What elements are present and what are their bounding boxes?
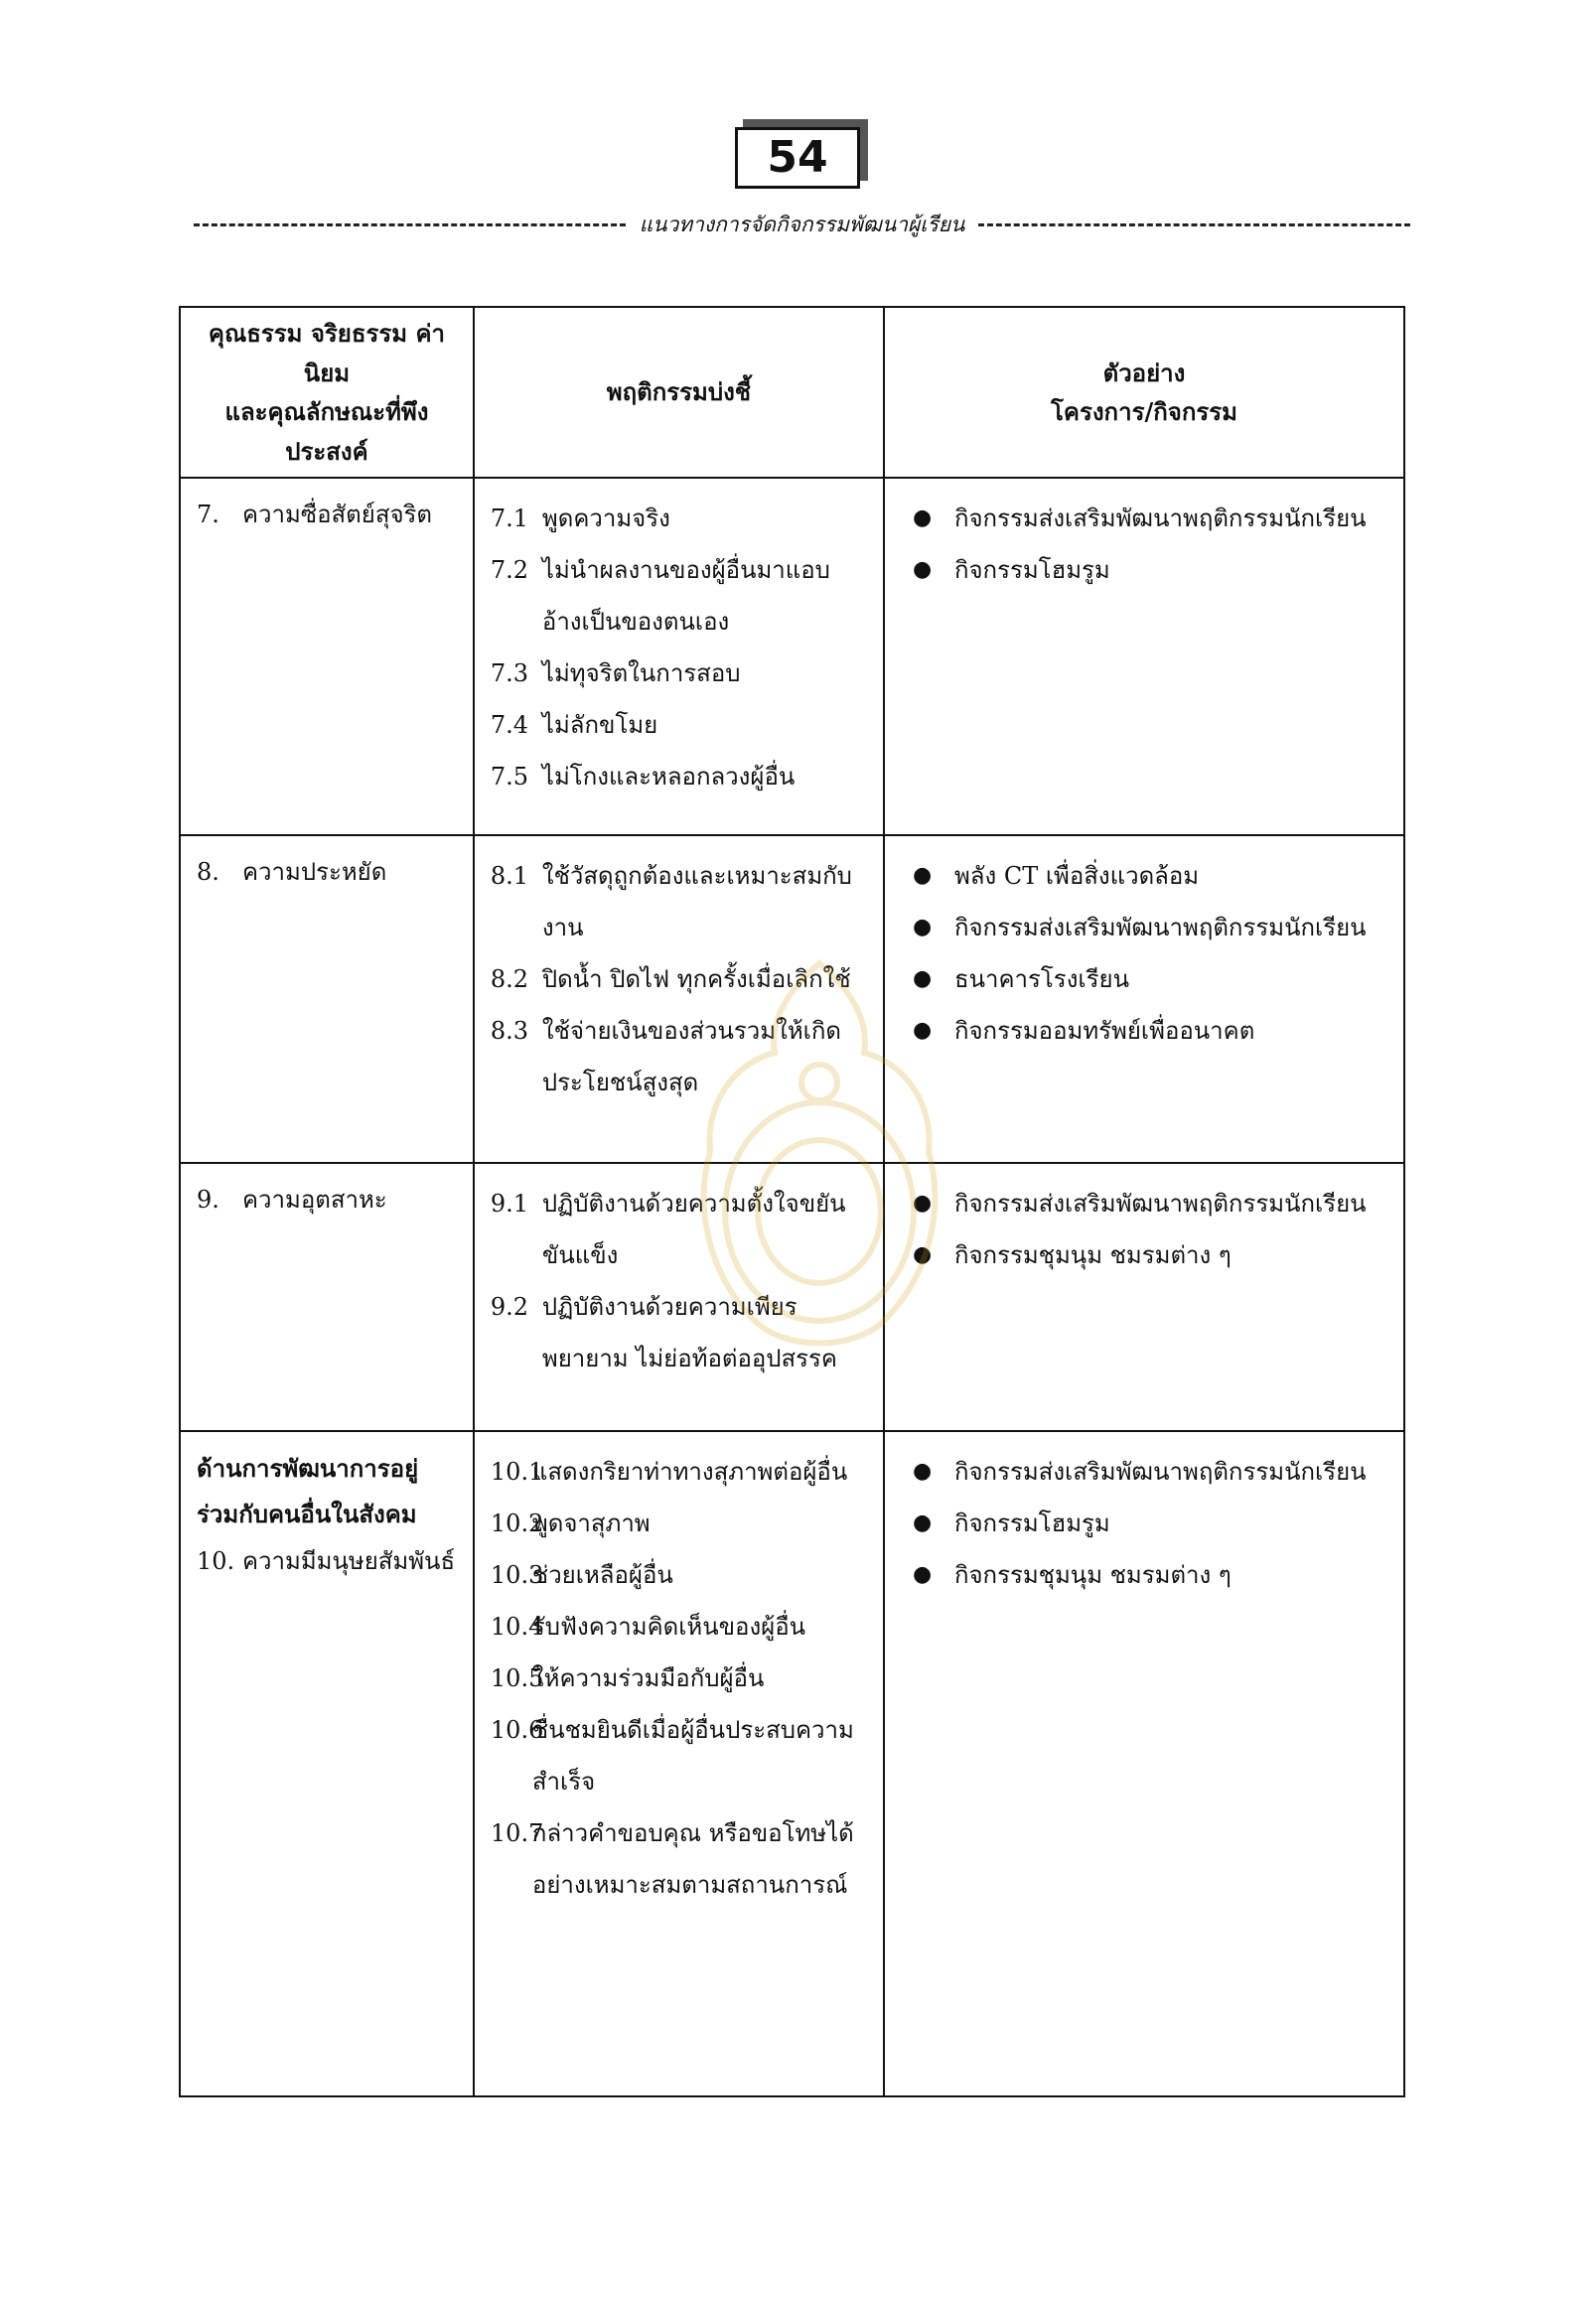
- virtue-name: ความมีมนุษยสัมพันธ์: [242, 1546, 456, 1575]
- header-virtue-line1: คุณธรรม จริยธรรม ค่านิยม: [208, 319, 445, 387]
- list-item: [909, 544, 1387, 596]
- group-title: ด้านการพัฒนาการอยู่ร่วมกับคนอื่นในสังคม: [197, 1454, 419, 1528]
- virtue-number: 10.: [197, 1546, 235, 1575]
- indicator-text: ไม่ลักขโมย: [541, 711, 658, 740]
- indicator-text: รับฟังความคิดเห็นของผู้อื่น: [531, 1613, 806, 1642]
- indicator-code: 10.4: [490, 1613, 544, 1642]
- bullet-icon: ●: [912, 1018, 933, 1044]
- virtue-title: [197, 1178, 457, 1223]
- indicator-text: ไม่โกงและหลอกลวงผู้อื่น: [541, 763, 796, 792]
- example-cell: [884, 835, 1404, 1163]
- indicator-text: กล่าวคำขอบคุณ หรือขอโทษได้อย่างเหมาะสมตามสถานการณ์: [531, 1819, 854, 1900]
- indicator-text: ปิดน้ำ ปิดไฟ ทุกครั้งเมื่อเลิกใช้: [541, 965, 851, 994]
- bullet-icon: ●: [912, 505, 933, 531]
- header-dash-right: [978, 223, 1410, 226]
- indicator-text: ไม่ทุจริตในการสอบ: [541, 659, 741, 688]
- indicator-code: 7.5: [490, 763, 529, 792]
- indicator-cell: [474, 478, 884, 835]
- list-item: [909, 1549, 1387, 1601]
- indicator-cell: [474, 1163, 884, 1431]
- bullet-icon: ●: [912, 1242, 933, 1268]
- indicator-code: 8.3: [490, 1017, 529, 1046]
- header-dash-left: [194, 223, 626, 226]
- example-text: พลัง CT เพื่อสิ่งแวดล้อม: [953, 862, 1200, 891]
- example-text: กิจกรรมโฮมรูม: [953, 556, 1110, 585]
- indicator-code: 10.5: [490, 1664, 544, 1693]
- example-text: กิจกรรมส่งเสริมพัฒนาพฤติกรรมนักเรียน: [953, 1190, 1367, 1219]
- list-item: [491, 544, 867, 648]
- indicator-list: [491, 850, 867, 1108]
- indicator-code: 7.4: [490, 711, 529, 740]
- indicator-text: ชื่นชมยินดีเมื่อผู้อื่นประสบความสำเร็จ: [531, 1716, 854, 1797]
- indicator-code: 10.1: [490, 1458, 544, 1487]
- list-item: [491, 751, 867, 802]
- virtue-title: [197, 850, 457, 896]
- indicator-code: 10.6: [490, 1716, 544, 1745]
- example-text: กิจกรรมส่งเสริมพัฒนาพฤติกรรมนักเรียน: [953, 914, 1367, 942]
- indicator-code: 9.2: [490, 1293, 529, 1322]
- indicator-text: ให้ความร่วมมือกับผู้อื่น: [531, 1664, 765, 1693]
- virtue-cell: [180, 1163, 474, 1431]
- example-text: กิจกรรมส่งเสริมพัฒนาพฤติกรรมนักเรียน: [953, 1458, 1367, 1487]
- list-item: [491, 1549, 867, 1601]
- example-list: [901, 493, 1387, 596]
- bullet-icon: ●: [912, 863, 933, 889]
- table-row: [180, 1431, 1404, 2096]
- header-virtue: [180, 307, 474, 478]
- header-examples-line2: โครงการ/กิจกรรม: [1051, 397, 1237, 427]
- bullet-icon: ●: [912, 1191, 933, 1217]
- indicator-text: ช่วยเหลือผู้อื่น: [531, 1561, 673, 1590]
- table-row: [180, 1163, 1404, 1431]
- list-item: [491, 1807, 867, 1911]
- indicator-text: ไม่นำผลงานของผู้อื่นมาแอบอ้างเป็นของตนเอง: [541, 556, 830, 637]
- bullet-icon: ●: [912, 557, 933, 583]
- indicator-text: พูดความจริง: [541, 504, 670, 533]
- virtue-name: ความอุตสาหะ: [242, 1186, 387, 1215]
- bullet-icon: ●: [912, 1562, 933, 1588]
- indicator-text: ปฏิบัติงานด้วยความตั้งใจขยันขันแข็ง: [541, 1190, 846, 1270]
- list-item: [491, 1178, 867, 1281]
- list-item: [491, 1704, 867, 1807]
- header-indicators: พฤติกรรมบ่งชี้: [474, 307, 884, 478]
- example-cell: [884, 1431, 1404, 2096]
- indicator-code: 8.1: [490, 862, 529, 891]
- example-text: กิจกรรมโฮมรูม: [953, 1510, 1110, 1538]
- example-text: กิจกรรมชุมนุม ชมรมต่าง ๆ: [953, 1241, 1232, 1270]
- list-item: [909, 850, 1387, 902]
- list-item: [491, 1498, 867, 1549]
- list-item: [491, 1653, 867, 1704]
- list-item: [909, 1005, 1387, 1057]
- virtue-number: 7.: [197, 501, 219, 529]
- virtue-number: 9.: [197, 1186, 219, 1215]
- list-item: [909, 493, 1387, 544]
- indicator-code: 7.2: [490, 556, 529, 585]
- bullet-icon: ●: [912, 1511, 933, 1536]
- indicator-cell: [474, 835, 884, 1163]
- example-cell: [884, 1163, 1404, 1431]
- example-list: [901, 1178, 1387, 1281]
- indicator-list: [491, 1446, 867, 1911]
- table-row: [180, 478, 1404, 835]
- indicator-text: ใช้วัสดุถูกต้องและเหมาะสมกับงาน: [541, 862, 852, 942]
- virtue-number: 8.: [197, 858, 219, 887]
- list-item: [491, 850, 867, 953]
- example-text: กิจกรรมออมทรัพย์เพื่ออนาคต: [953, 1017, 1255, 1046]
- virtue-cell: [180, 1431, 474, 2096]
- header-title: แนวทางการจัดกิจกรรมพัฒนาผู้เรียน: [639, 213, 965, 236]
- header-examples-line1: ตัวอย่าง: [1102, 358, 1186, 387]
- header-virtue-line2: และคุณลักษณะที่พึงประสงค์: [224, 397, 429, 466]
- table-header-row: [180, 307, 1404, 478]
- indicator-text: ปฏิบัติงานด้วยความเพียรพยายาม ไม่ย่อท้อต่ออุปสรรค: [541, 1293, 837, 1373]
- list-item: [909, 1446, 1387, 1498]
- list-item: [491, 1281, 867, 1384]
- list-item: [909, 1498, 1387, 1549]
- list-item: [491, 953, 867, 1005]
- list-item: [491, 648, 867, 699]
- indicator-code: 10.7: [490, 1819, 544, 1848]
- list-item: [491, 493, 867, 544]
- list-item: [909, 1229, 1387, 1281]
- virtue-title: [197, 493, 457, 538]
- example-cell: [884, 478, 1404, 835]
- virtue-cell: [180, 478, 474, 835]
- indicator-text: ใช้จ่ายเงินของส่วนรวมให้เกิดประโยชน์สูงสุด: [541, 1017, 841, 1097]
- header-examples: [884, 307, 1404, 478]
- behavior-table: [179, 306, 1405, 2097]
- table-row: [180, 835, 1404, 1163]
- indicator-cell: [474, 1431, 884, 2096]
- list-item: [491, 699, 867, 751]
- virtue-name: ความประหยัด: [242, 858, 387, 887]
- list-item: [909, 953, 1387, 1005]
- bullet-icon: ●: [912, 1459, 933, 1485]
- indicator-code: 8.2: [490, 965, 529, 994]
- indicator-code: 7.1: [490, 504, 529, 533]
- example-text: ธนาคารโรงเรียน: [953, 965, 1129, 994]
- virtue-name: ความซื่อสัตย์สุจริต: [242, 501, 433, 529]
- indicator-code: 10.2: [490, 1510, 544, 1538]
- example-list: [901, 850, 1387, 1057]
- virtue-cell: [180, 835, 474, 1163]
- indicator-text: พูดจาสุภาพ: [531, 1510, 651, 1538]
- indicator-list: [491, 1178, 867, 1384]
- example-text: กิจกรรมส่งเสริมพัฒนาพฤติกรรมนักเรียน: [953, 504, 1367, 533]
- virtue-title: [197, 1539, 457, 1585]
- indicator-list: [491, 493, 867, 802]
- list-item: [491, 1446, 867, 1498]
- list-item: [491, 1005, 867, 1108]
- list-item: [909, 902, 1387, 953]
- list-item: [491, 1601, 867, 1653]
- page-number: 54: [735, 127, 860, 189]
- indicator-code: 10.3: [490, 1561, 544, 1590]
- bullet-icon: ●: [912, 966, 933, 992]
- running-header: [194, 209, 1410, 241]
- indicator-code: 7.3: [490, 659, 529, 688]
- bullet-icon: ●: [912, 915, 933, 940]
- list-item: [909, 1178, 1387, 1229]
- example-list: [901, 1446, 1387, 1601]
- indicator-code: 9.1: [490, 1190, 529, 1219]
- indicator-text: แสดงกริยาท่าทางสุภาพต่อผู้อื่น: [531, 1458, 848, 1487]
- example-text: กิจกรรมชุมนุม ชมรมต่าง ๆ: [953, 1561, 1232, 1590]
